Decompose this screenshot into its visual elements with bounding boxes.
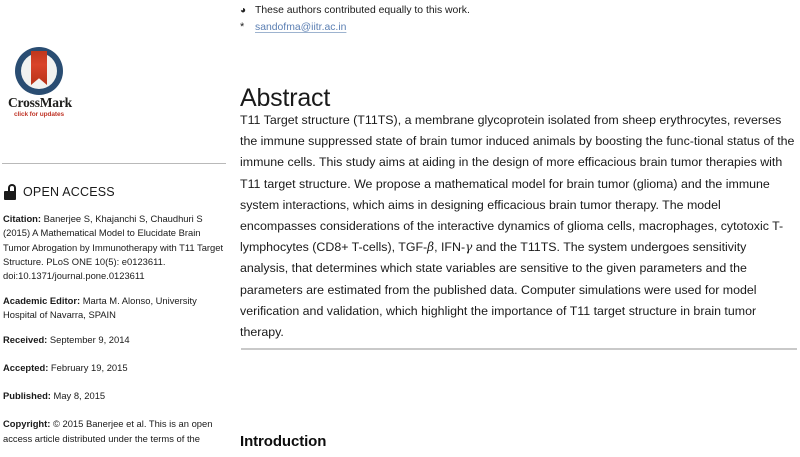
corresponding-author-note — [240, 19, 800, 36]
crossmark-subtitle: click for updates — [14, 111, 64, 118]
published-date: May 8, 2015 — [50, 390, 106, 402]
accepted-entry — [3, 361, 229, 375]
citation-text: Banerjee S, Khajanchi S, Chaudhuri S (2015) A Mathematical Model to Elucidate Brain Tumor Abrogation by Immunotherapy with T11 Target Structure. PLoS ONE 10(5): e0123611. doi:10.1371/journal.pone.0123611 — [3, 213, 224, 282]
equal-contribution-marker-icon: ◕ — [240, 5, 247, 16]
corresponding-author-marker-icon: * — [240, 21, 245, 33]
sidebar-divider — [2, 163, 226, 164]
introduction-heading: Introduction — [240, 433, 327, 451]
article-main-column — [232, 0, 800, 450]
article-metadata-block — [3, 212, 229, 457]
crossmark-logo-icon — [15, 47, 63, 95]
copyright-label: Copyright: — [3, 418, 51, 430]
abstract-heading: Abstract — [240, 83, 331, 112]
citation-entry — [3, 212, 229, 283]
abstract-text-part-1: T11 Target structure (T11TS), a membrane glycoprotein isolated from sheep erythrocytes, reverses the immune suppressed state of brain tumor induced animals by boosting the func-tional status of the immune cells. This study aims at aiding in the design of more efficacious brain tumor therapies with T11 target structure. We propose a mathematical model for brain tumor (glioma) and the immune system interactions, which aims in designing efficacious brain tumor therapy. The model encompasses considerations of the interactive dynamics of glioma cells, macrophages, cytotoxic T-lymphocytes (CD8+ T-cells), TGF- — [240, 113, 795, 255]
crossmark-badge[interactable] — [8, 47, 70, 119]
published-entry — [3, 389, 229, 403]
padlock-body-shape — [4, 191, 16, 200]
open-access-label: OPEN ACCESS — [23, 185, 115, 199]
open-padlock-icon — [3, 184, 17, 200]
crossmark-wordmark: CrossMark — [8, 95, 72, 110]
equal-contribution-text: These authors contributed equally to this work. — [255, 5, 470, 16]
abstract-text-part-2: , IFN- — [434, 240, 466, 255]
copyright-text: © 2015 Banerjee et al. This is an open access article distributed under the terms of the — [3, 418, 213, 444]
gamma-symbol: γ — [465, 240, 473, 255]
section-divider — [241, 348, 797, 350]
academic-editor-entry — [3, 294, 229, 323]
received-date: September 9, 2014 — [47, 333, 130, 345]
equal-contribution-note — [240, 3, 800, 19]
academic-editor-label: Academic Editor: — [3, 294, 81, 306]
copyright-entry — [3, 417, 229, 446]
abstract-text-part-3: and the T11TS. The system undergoes sensitivity analysis, that determines which state variables are sensitive to the given parameters and the parameters are estimated from the published data. Computer simulations were used for model verification and validation, which highlight the importance of T11 target structure in brain tumor therapy. — [240, 240, 757, 340]
citation-label: Citation: — [3, 213, 42, 224]
academic-editor-text: Marta M. Alonso, University Hospital of Navarra, SPAIN — [3, 294, 197, 321]
accepted-label: Accepted: — [3, 361, 49, 373]
accepted-date: February 19, 2015 — [48, 361, 128, 373]
open-access-badge[interactable] — [3, 184, 115, 200]
received-entry — [3, 333, 229, 347]
article-sidebar — [0, 0, 232, 450]
corresponding-email-link[interactable]: sandofma@iitr.ac.in — [255, 22, 347, 33]
author-notes — [240, 3, 800, 36]
abstract-body — [240, 110, 798, 343]
received-label: Received: — [3, 333, 48, 345]
published-label: Published: — [3, 390, 51, 402]
beta-symbol: β — [427, 240, 435, 255]
